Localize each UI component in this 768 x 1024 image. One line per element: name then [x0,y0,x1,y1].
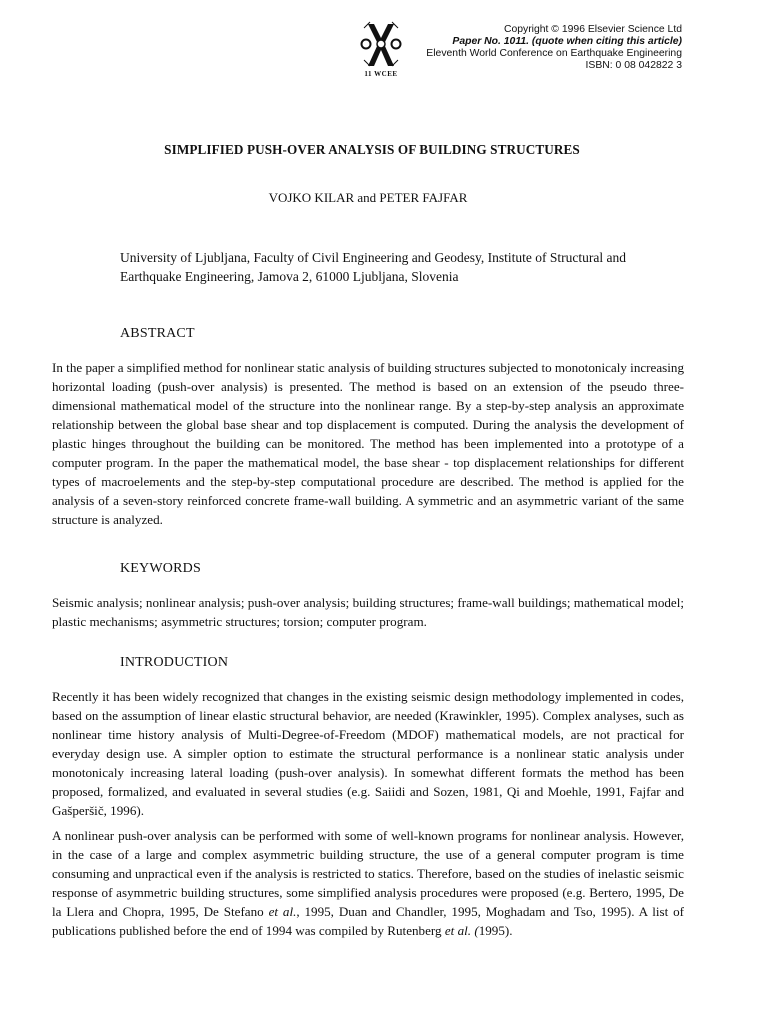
keywords-heading: KEYWORDS [120,561,201,576]
intro-para2-etal-2: et al. ( [444,923,479,938]
affiliation: University of Ljubljana, Faculty of Civil Engineering and Geodesy, Institute of Structural and Earthquake Engineering, Jamova 2, 61000 Ljubljana, Slovenia [120,250,627,284]
intro-para2-part-c: 1995). [478,923,513,938]
copyright-line: Copyright © 1996 Elsevier Science Ltd [503,24,682,35]
isbn: ISBN: 0 08 042822 3 [585,60,682,71]
abstract-heading: ABSTRACT [120,326,195,341]
wcee-logo [358,20,404,82]
logo-caption: 11 WCEE [364,70,398,78]
paper-authors: VOJKO KILAR and PETER FAJFAR [268,190,468,205]
paper-title: SIMPLIFIED PUSH-OVER ANALYSIS OF BUILDING STRUCTURES [164,142,580,157]
introduction-paragraph-2 [52,826,684,940]
paper-number: Paper No. 1011. (quote when citing this article) [452,36,682,47]
copyright-block [426,24,682,72]
abstract-text: In the paper a simplified method for nonlinear static analysis of building structures subjected to monotonicaly increasing horizontal loading (push-over analysis) is presented. The method is based on an extension of the pseudo three-dimensional mathematical model of the structure into the nonlinear range. By a step-by-step analysis an approximate relationship between the global base shear and top displacement is computed. During the analysis the development of plastic hinges throughout the building can be monitored. The method has been implemented into a prototype of a computer program. In the paper the mathematical model, the base shear - top displacement relationships for different types of macroelements and the step-by-step computational procedure are described. The method is applied for the analysis of a seven-story reinforced concrete frame-wall building. A symmetric and an asymmetric variant of the same structure is analyzed. [52,360,684,527]
introduction-paragraph-1: Recently it has been widely recognized that changes in the existing seismic design methodology implemented in codes, based on the assumption of linear elastic structural behavior, are needed (Krawinkler, 1995). Complex analyses, such as nonlinear time history analysis of Multi-Degree-of-Freedom (MDOF) mathematical models, are not practical for everyday design use. A simpler option to estimate the structural performance is a nonlinear static analysis under monotonicaly increasing lateral loading (push-over analysis). In somewhat different formats the method has been proposed, formalized, and evaluated in several studies (e.g. Saiidi and Sozen, 1981, Qi and Moehle, 1991, Fajfar and Gašperšič, 1996). [52,689,684,818]
intro-para2-etal-1: et al. [268,904,297,919]
conference-name: Eleventh World Conference on Earthquake Engineering [426,48,682,59]
introduction-heading: INTRODUCTION [120,655,229,670]
keywords-text: Seismic analysis; nonlinear analysis; push-over analysis; building structures; frame-wall buildings; mathematical model; plastic mechanisms; asymmetric structures; torsion; computer program. [52,595,684,629]
intro-para2-part-b: , 1995, Duan and Chandler, 1995, Moghadam and Tso, 1995). A list of publications published before the end of 1994 was compiled by Rutenberg [52,904,684,938]
intro-para2-part-a: A nonlinear push-over analysis can be performed with some of well-known programs for nonlinear analysis. However, in the case of a large and complex asymmetric building structure, the use of a general computer program is time consuming and unpractical even if the analysis is restricted to statics. Therefore, based on the studies of inelastic seismic response of asymmetric building structures, some simplified analysis procedures were proposed (e.g. Bertero, 1995, De la Llera and Chopra, 1995, De Stefano [52,828,684,919]
wcee-logo-icon [358,20,404,70]
